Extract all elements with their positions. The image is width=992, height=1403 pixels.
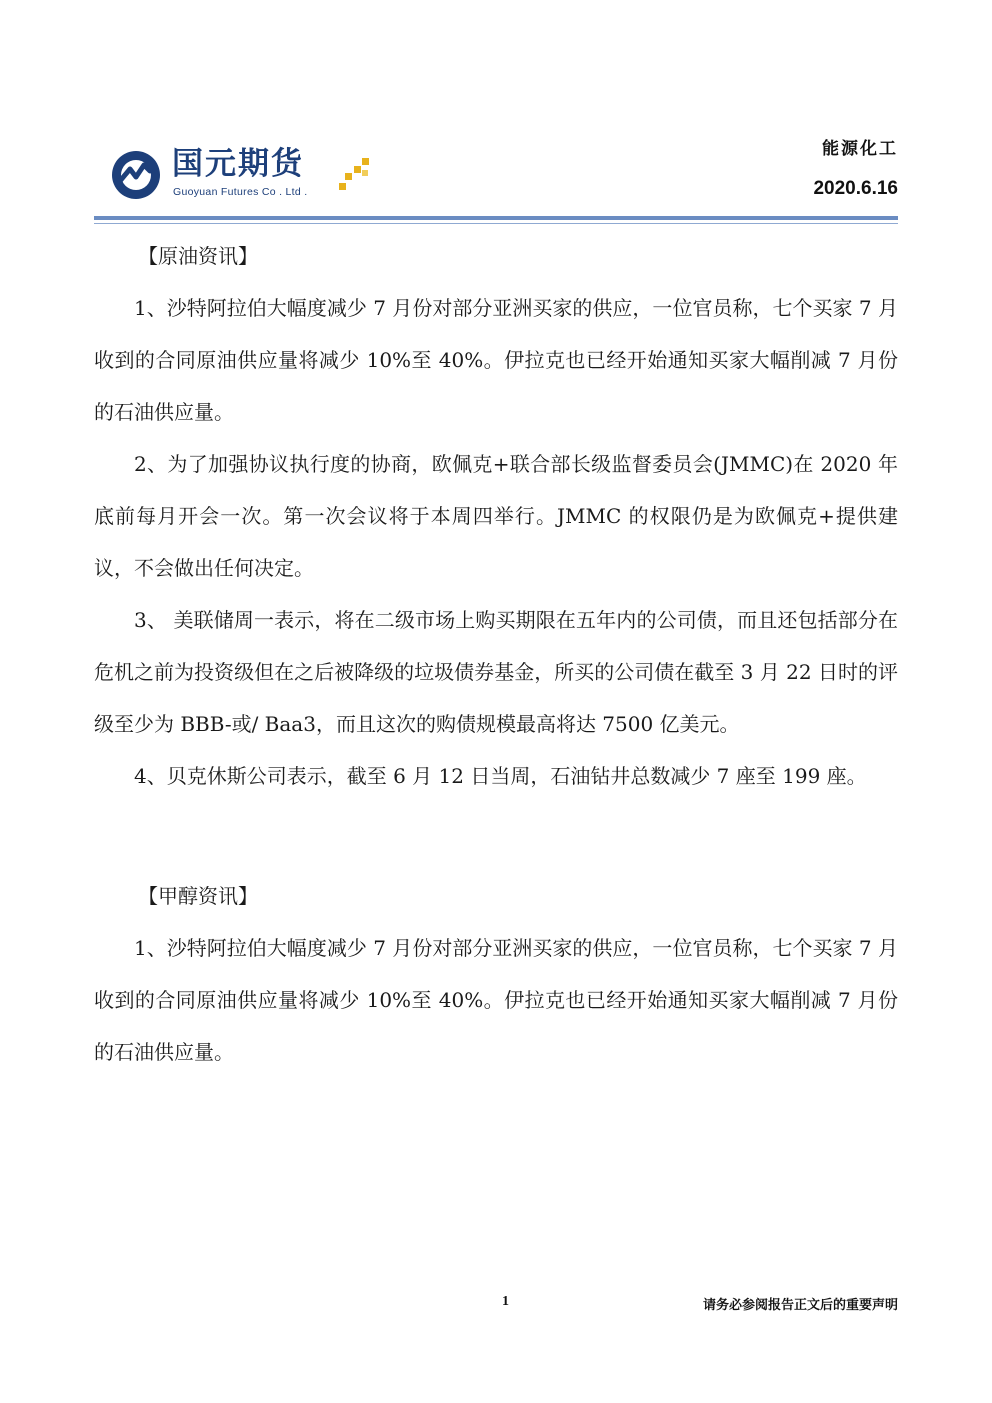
header-divider — [94, 216, 898, 220]
header-divider-thin — [94, 223, 898, 224]
company-name-cn: 国元期货 — [172, 146, 304, 182]
news-paragraph: 3、 美联储周一表示，将在二级市场上购买期限在五年内的公司债，而且还包括部分在危机之前为投资级但在之后被降级的垃圾债券基金，所买的公司债在截至 3 月 22 日时的评级至少为 BBB-或/ Baa3，而且这次的购债规模最高将达 7500 亿美元。 — [94, 608, 898, 736]
section-spacer — [94, 802, 898, 870]
news-paragraph: 1、沙特阿拉伯大幅度减少 7 月份对部分亚洲买家的供应，一位官员称，七个买家 7 月收到的合同原油供应量将减少 10%至 40%。伊拉克也已经开始通知买家大幅削减 7 月份的石油供应量。 — [94, 936, 898, 1064]
page-number: 1 — [502, 1294, 509, 1309]
footer-disclaimer: 请务必参阅报告正文后的重要声明 — [702, 1298, 898, 1313]
section-crude-oil — [94, 230, 898, 802]
news-paragraph: 1、沙特阿拉伯大幅度减少 7 月份对部分亚洲买家的供应，一位官员称，七个买家 7 月收到的合同原油供应量将减少 10%至 40%。伊拉克也已经开始通知买家大幅削减 7 月份的石油供应量。 — [94, 296, 898, 424]
news-paragraph: 2、为了加强协议执行度的协商，欧佩克+联合部长级监督委员会(JMMC)在 2020 年底前每月开会一次。第一次会议将于本周四举行。JMMC 的权限仍是为欧佩克+提供建议，不会做出任何决定。 — [94, 452, 898, 580]
logo-squares-icon — [336, 158, 372, 192]
report-body — [94, 230, 898, 1078]
logo-icon — [110, 149, 162, 201]
report-date: 2020.6.16 — [813, 178, 898, 199]
news-paragraph: 4、贝克休斯公司表示，截至 6 月 12 日当周，石油钻井总数减少 7 座至 199 座。 — [134, 764, 867, 788]
section-methanol — [94, 870, 898, 1078]
section-title: 【甲醇资讯】 — [138, 884, 258, 908]
section-title: 【原油资讯】 — [138, 244, 258, 268]
report-category: 能源化工 — [822, 139, 898, 159]
page-header — [94, 128, 898, 228]
company-name-en: Guoyuan Futures Co . Ltd . — [173, 186, 308, 198]
